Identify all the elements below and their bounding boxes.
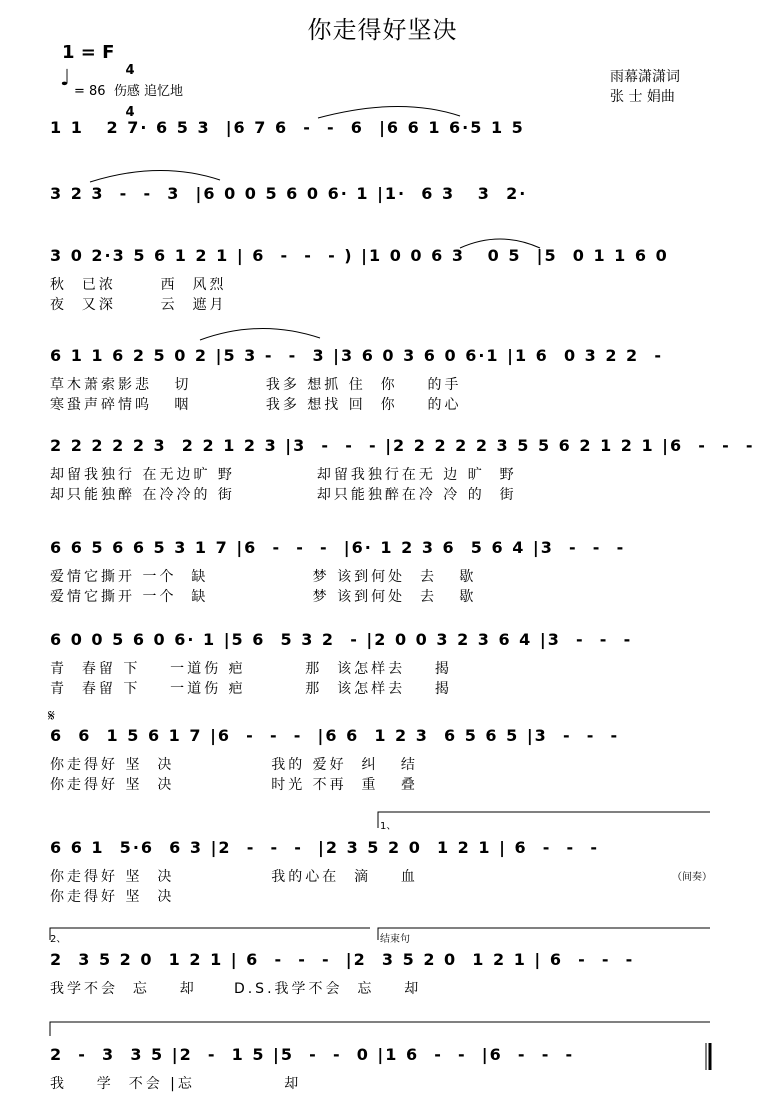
volta-1-label: 1、 [380, 821, 397, 832]
notation-row: 1 1 2 7· 6 5 3 |6 7 6 - - 6 |6 6 1 6·5 1 5 [50, 118, 525, 137]
lyric-line: 爱情它撕开 一个 缺 梦 该到何处 去 歇 [50, 569, 477, 585]
tempo-marking: = 86 伤感 追忆地 [74, 84, 183, 99]
lyric-line: 你走得好 坚 决 我的心在 滴 血 [50, 869, 418, 885]
ending-bracket [378, 928, 710, 940]
notation-row: 2 - 3 3 5 |2 - 1 5 |5 - - 0 |1 6 - - |6 - - - [50, 1045, 575, 1064]
lyric-line: 青 春留 下 一道伤 疤 那 该怎样去 揭 [50, 681, 452, 697]
meter-bottom: 4 [125, 105, 135, 120]
key-signature: 1 = F [62, 42, 115, 63]
notation-row: 6 6 1 5 6 1 7 |6 - - - |6 6 1 2 3 6 5 6 5 |3 - - - [50, 726, 620, 745]
lyric-line: 却只能独醉 在冷冷的 街 却只能独醉在冷 冷 的 街 [50, 487, 517, 503]
lyric-line: 爱情它撕开 一个 缺 梦 该到何处 去 歇 [50, 589, 477, 605]
lyric-line: 草木萧索影悲 切 我多 想抓 住 你 的手 [50, 377, 462, 393]
lyric-line: 寒蛩声碎情呜 咽 我多 想找 回 你 的心 [50, 397, 462, 413]
lyric-line: 青 春留 下 一道伤 疤 那 该怎样去 揭 [50, 661, 452, 677]
volta-2-bracket [50, 928, 370, 940]
lyric-line: 夜 又深 云 遮月 [50, 297, 227, 313]
lyric-line: 秋 已浓 西 风烈 [50, 277, 227, 293]
lyric-line: 我 学 不会 |忘 却 [50, 1076, 302, 1092]
interlude-label: （间奏） [672, 872, 712, 883]
lyric-line: 你走得好 坚 决 [50, 889, 175, 905]
lyricist-credit: 雨幕潇潇词 [610, 69, 680, 85]
final-bracket [50, 1022, 710, 1036]
ending-label: 结束句 [380, 934, 410, 945]
quarter-note-icon: ♩ [60, 66, 71, 91]
lyric-line: 你走得好 坚 决 我的 爱好 纠 结 [50, 757, 418, 773]
lyric-line: 我学不会 忘 却 D.S.我学不会 忘 却 [50, 981, 422, 997]
meter-top: 4 [125, 63, 135, 78]
volta-1-bracket [378, 812, 710, 828]
segno-sign: 𝄋 [48, 706, 55, 725]
composer-credit: 张 士 娟曲 [610, 89, 675, 105]
lyric-line: 你走得好 坚 决 时光 不再 重 叠 [50, 777, 418, 793]
notation-row: 2 2 2 2 2 3 2 2 1 2 3 |3 - - - |2 2 2 2 2 3 5 5 6 2 1 2 1 |6 - - - [50, 436, 755, 455]
notation-row: 6 6 1 5·6 6 3 |2 - - - |2 3 5 2 0 1 2 1 | 6 - - - [50, 838, 599, 857]
notation-row: 6 1 1 6 2 5 0 2 |5 3 - - 3 |3 6 0 3 6 0 6·1 |1 6 0 3 2 2 - [50, 346, 663, 365]
volta-2-label: 2、 [50, 934, 67, 945]
notation-row: 3 0 2·3 5 6 1 2 1 | 6 - - - ) |1 0 0 6 3 0 5 |5 0 1 1 6 0 [50, 246, 669, 265]
notation-row: 3 2 3 - - 3 |6 0 0 5 6 0 6· 1 |1· 6 3 3 2· [50, 184, 528, 203]
song-title: 你走得好坚决 [307, 16, 458, 44]
lyric-line: 却留我独行 在无边旷 野 却留我独行在无 边 旷 野 [50, 467, 517, 483]
notation-row: 6 0 0 5 6 0 6· 1 |5 6 5 3 2 - |2 0 0 3 2 3 6 4 |3 - - - [50, 630, 633, 649]
notation-row: 6 6 5 6 6 5 3 1 7 |6 - - - |6· 1 2 3 6 5 6 4 |3 - - - [50, 538, 626, 557]
notation-row: 2 3 5 2 0 1 2 1 | 6 - - - |2 3 5 2 0 1 2 1 | 6 - - - [50, 950, 635, 969]
